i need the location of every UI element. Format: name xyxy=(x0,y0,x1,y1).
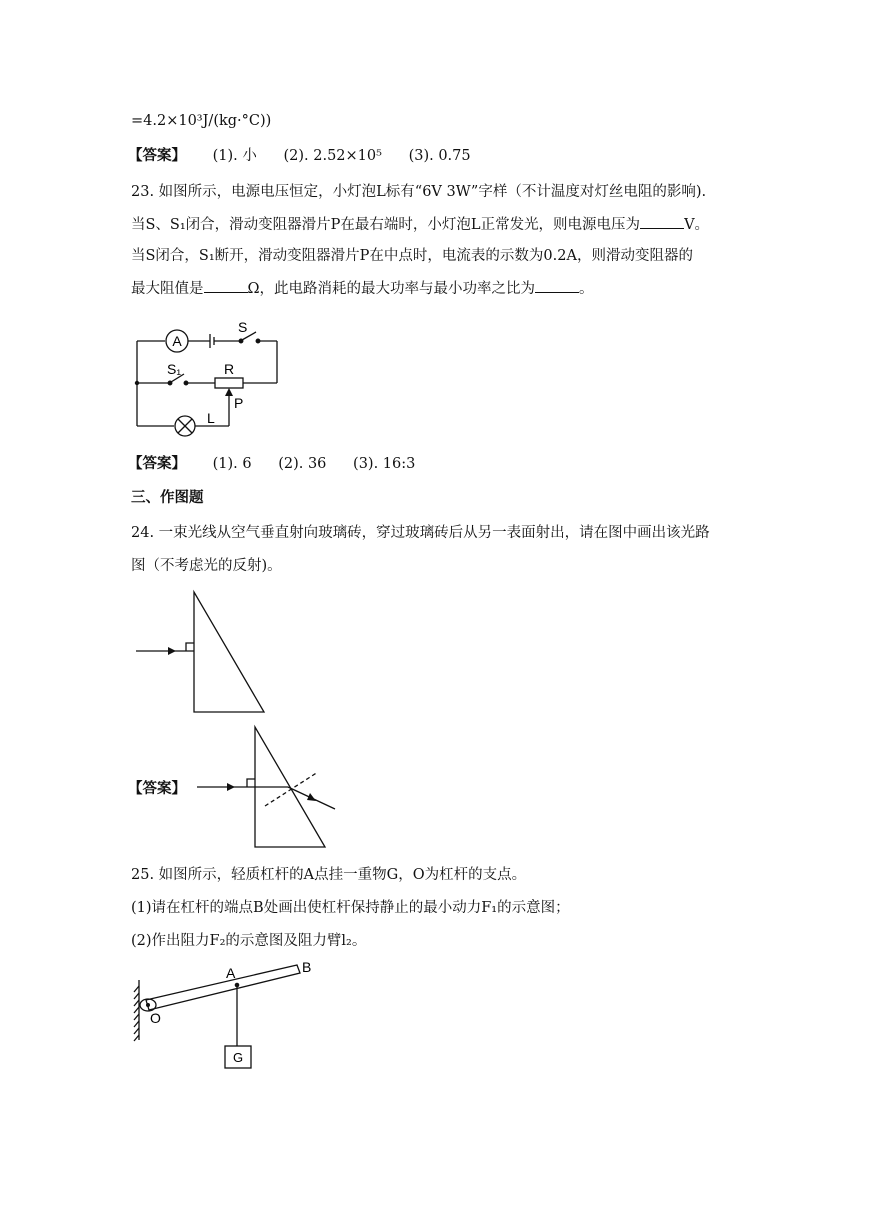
q23-line2-text: 当S、S₁闭合，滑动变阻器滑片P在最右端时，小灯泡L正常发光，则电源电压为 xyxy=(131,217,641,233)
question-24-line2: 图（不考虑光的反射)。 xyxy=(131,558,282,574)
formula-continuation: =4.2×10³J/(kg·°C)) xyxy=(131,113,272,129)
point-a-label: A xyxy=(226,965,236,981)
question-24-line1: 24. 一束光线从空气垂直射向玻璃砖，穿过玻璃砖后从另一表面射出，请在图中画出该光路 xyxy=(131,525,710,541)
answer-blank[interactable] xyxy=(535,278,579,293)
q23-line4-text1: 最大阻值是 xyxy=(131,281,204,297)
answer-22 xyxy=(128,146,471,166)
prism-figure xyxy=(134,590,269,715)
answer-23-part1: (1). 6 xyxy=(212,456,252,472)
arrow-icon xyxy=(168,647,176,655)
slider-label: P xyxy=(234,395,244,411)
switch-s1-label: S₁ xyxy=(167,361,182,377)
section-heading: 三、作图题 xyxy=(131,490,204,506)
answer-tag: 【答案】 xyxy=(128,148,186,164)
prism-answer-figure xyxy=(195,725,345,850)
q23-line4-text2: Ω，此电路消耗的最大功率与最小功率之比为 xyxy=(247,281,536,297)
question-25-line1: 25. 如图所示，轻质杠杆的A点挂一重物G，O为杠杆的支点。 xyxy=(131,867,527,883)
answer-22-part1: (1). 小 xyxy=(212,148,257,164)
question-25-line3: (2)作出阻力F₂的示意图及阻力臂l₂。 xyxy=(131,933,367,949)
question-23-line3: 当S闭合，S₁断开，滑动变阻器滑片P在中点时，电流表的示数为0.2A，则滑动变阻器的 xyxy=(131,248,693,264)
pivot-label: O xyxy=(150,1010,161,1026)
answer-23-part2: (2). 36 xyxy=(278,456,327,472)
lamp-label: L xyxy=(207,410,215,426)
arrow-icon xyxy=(227,783,235,791)
answer-23-part3: (3). 16:3 xyxy=(353,456,416,472)
question-25-line2: (1)请在杠杆的端点B处画出使杠杆保持静止的最小动力F₁的示意图； xyxy=(131,900,570,916)
point-b-label: B xyxy=(302,959,312,975)
arrow-icon xyxy=(307,793,316,801)
circuit-diagram xyxy=(134,319,284,432)
answer-23 xyxy=(128,454,415,474)
answer-tag: 【答案】 xyxy=(128,456,186,472)
answer-tag: 【答案】 xyxy=(128,781,186,797)
lever-figure xyxy=(132,960,332,1070)
question-23-line4 xyxy=(131,278,594,299)
q23-line2-unit: V。 xyxy=(684,217,710,233)
answer-24-tag xyxy=(128,779,186,799)
answer-22-part3: (3). 0.75 xyxy=(408,148,471,164)
resistor-label: R xyxy=(224,361,235,377)
q23-line4-text3: 。 xyxy=(579,281,594,297)
switch-s-label: S xyxy=(238,319,248,335)
weight-label: G xyxy=(232,1050,244,1065)
question-23-line1: 23. 如图所示，电源电压恒定，小灯泡L标有“6V 3W”字样（不计温度对灯丝电阻的影响). xyxy=(131,184,707,200)
ammeter-label: A xyxy=(172,333,182,349)
question-23-line2 xyxy=(131,214,709,235)
answer-blank[interactable] xyxy=(640,214,684,229)
answer-blank[interactable] xyxy=(204,278,248,293)
answer-22-part2: (2). 2.52×10⁵ xyxy=(283,148,382,164)
